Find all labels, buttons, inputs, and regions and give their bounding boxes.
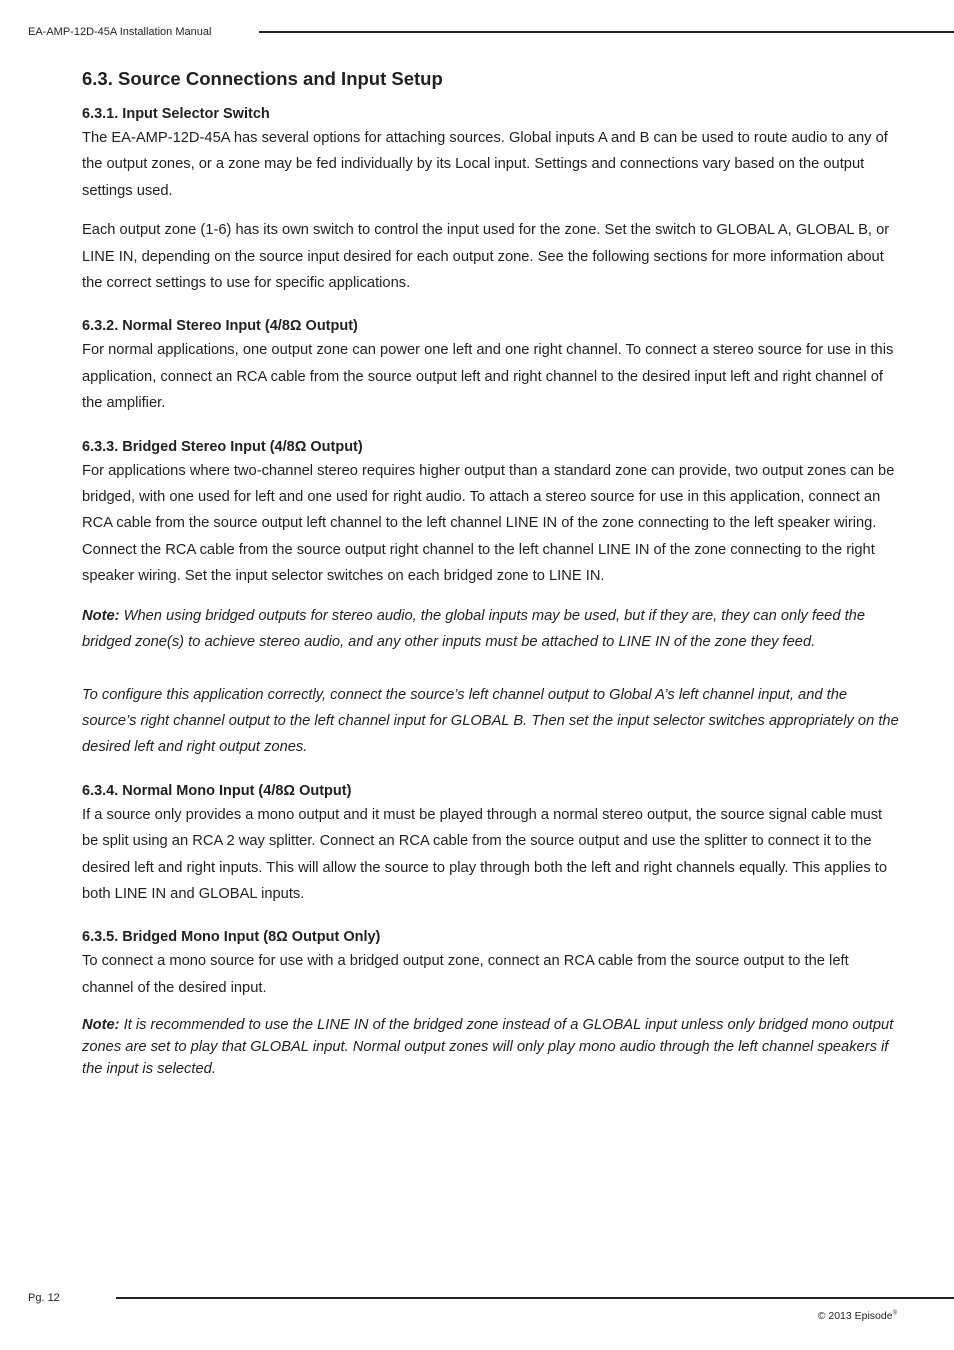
paragraph: The EA-AMP-12D-45A has several options for attaching sources. Global inputs A and B can be used to route audio to any of the output zones, or a zone may be fed individually by its Local input. Settings and connections vary based on the output settings used. (82, 130, 888, 199)
paragraph: To connect a mono source for use with a bridged output zone, connect an RCA cable from the source output to the left channel of the desired input. (82, 953, 849, 996)
paragraph: For applications where two-channel stereo requires higher output than a standard zone can provide, two output zones can be bridged, with one used for left and one used for right audio. To attach a stereo source for use in this application, connect an RCA cable from the source output left channel to the left channel LINE IN of the zone connecting to the left speaker wiring. Connect the RCA cable from the source output right channel to the left channel LINE IN of the zone connecting to the right speaker wiring. Set the input selector switches on each bridged zone to LINE IN. (82, 462, 895, 585)
note-text: It is recommended to use the LINE IN of the bridged zone instead of a GLOBAL input unless only bridged mono output zones are set to play that GLOBAL input. Normal output zones will only play mono audio through the left channel speakers if the input is selected. (82, 1017, 894, 1078)
copyright-text: © 2013 Episode (817, 1310, 893, 1322)
subsection-heading-bridged-stereo: 6.3.3. Bridged Stereo Input (4/8Ω Output) (82, 438, 363, 455)
note-continuation: To configure this application correctly, connect the source’s left channel output to Global A’s left channel input, and the source’s right channel output to the left channel input for GLOBAL B. Then set the input selector switches appropriately on the desired left and right output zones. (82, 686, 899, 756)
paragraph: For normal applications, one output zone can power one left and one right channel. To connect a stereo source for use in this application, connect an RCA cable from the source output left and right channel to the desired input left and right channel of the amplifier. (82, 342, 894, 412)
document-header-title: EA-AMP-12D-45A Installation Manual (28, 26, 212, 38)
section-heading: 6.3. Source Connections and Input Setup (82, 68, 443, 89)
paragraph: Each output zone (1-6) has its own switch to control the input used for the zone. Set the switch to GLOBAL A, GLOBAL B, or LINE IN, depending on the source input desired for each output zone. See the following sections for more information about the correct settings to use for specific applications. (82, 222, 890, 292)
note-label: Note: (82, 1017, 120, 1034)
paragraph: If a source only provides a mono output and it must be played through a normal stereo output, the source signal cable must be split using an RCA 2 way splitter. Connect an RCA cable from the source output and use the splitter to connect it to the desired left and right inputs. This will allow the source to play through both the left and right channels equally. This applies to both LINE IN and GLOBAL inputs. (82, 806, 888, 902)
subsection-heading-normal-stereo: 6.3.2. Normal Stereo Input (4/8Ω Output) (82, 318, 358, 335)
page-number: Pg. 12 (28, 1292, 60, 1304)
page-content (82, 66, 900, 1080)
footer-divider (116, 1297, 954, 1299)
note-text: When using bridged outputs for stereo audio, the global inputs may be used, but if they are, they can only feed the bridged zone(s) to achieve stereo audio, and any other inputs must be attached to LINE IN of the zone they feed. (82, 607, 865, 651)
subsection-heading-input-selector: 6.3.1. Input Selector Switch (82, 106, 270, 122)
note-paragraph (82, 1014, 900, 1080)
registered-mark: ® (892, 1310, 897, 1317)
note-label: Note: (82, 607, 120, 624)
copyright-notice (818, 1310, 897, 1322)
note-paragraph (82, 603, 900, 656)
subsection-heading-normal-mono: 6.3.4. Normal Mono Input (4/8Ω Output) (82, 782, 352, 799)
subsection-heading-bridged-mono: 6.3.5. Bridged Mono Input (8Ω Output Only) (82, 929, 381, 946)
header-divider (259, 31, 954, 33)
